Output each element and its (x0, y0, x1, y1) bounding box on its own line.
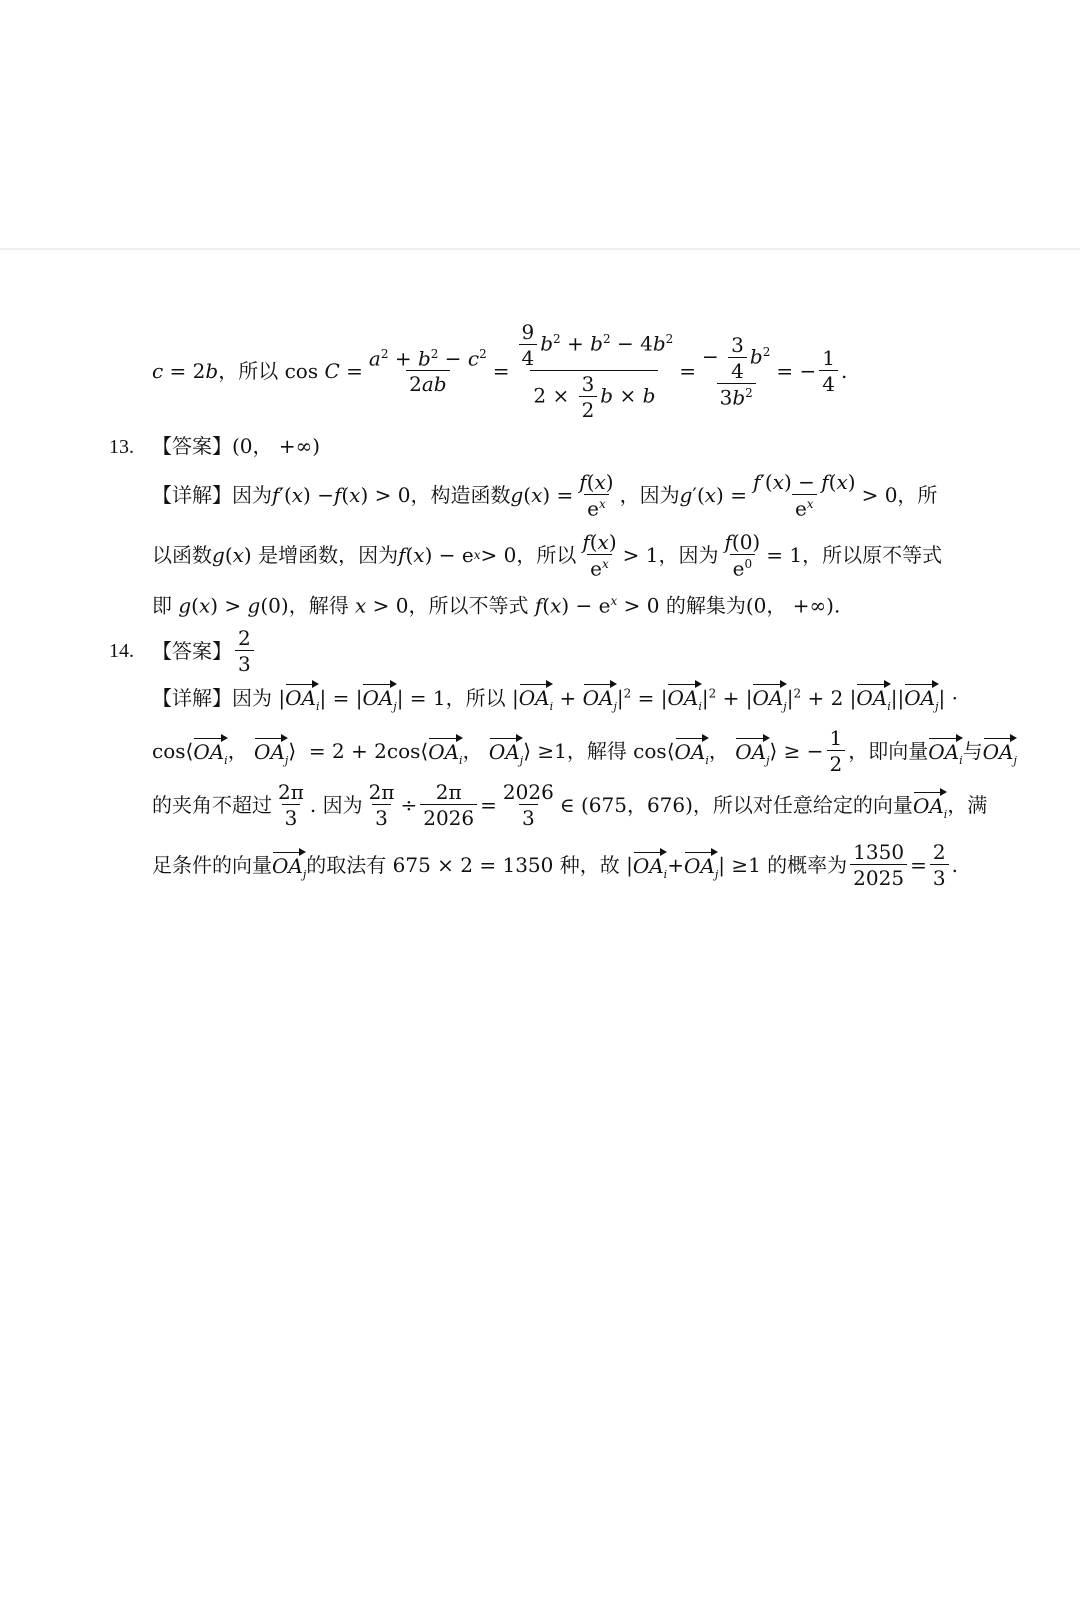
fraction-3: − $\frac{3}{4}$ $b^2$ $3b^2$ (702, 332, 771, 410)
question-14-number: 14. (109, 640, 134, 662)
fraction-1: $\frac{a^2 + b^2 - c^2}{2ab}$ (368, 346, 487, 397)
question-14-answer: 【答案】 $\frac{2}{3}$ (152, 628, 257, 674)
question-14-detail-line-4: 足条件的向量 $OA_j$ 的取法有 675 × 2 = 1350 种，故 | $OA_i$ + $OA_j$ | ≥1 的概率为 $\frac{1350}{2025}$ = $\frac{2}{3}$ . (152, 840, 958, 890)
question-13-detail-line-1: 【详解】因为 f ′( x ) − f ( x ) > 0，构造函数 g ( x ) = $\frac{f(x)}{e^x}$ ，因为 g ′( x ) = $\frac{f'(x) - f(x)}{e^x}$ > 0，所 (152, 470, 938, 521)
cosine-derivation-line: c = 2 b ，所以 cos C = $\frac{a^2 + b^2 - c^2}{2ab}$ = $\frac{9}{4}$ $b^2 + b^2 - 4b^2$ 2 × $\frac{3}{2}$ b × b = − $\frac{3}{4}$ $b^2$ $3b^2$ = − $\frac{1}{4}$ . (152, 320, 848, 422)
page-separator (0, 248, 1080, 250)
question-13-detail-line-2: 以函数 g ( x ) 是增函数，因为 f ( x ) − e x > 0，所以 $\frac{f(x)}{e^x}$ > 1，因为 $\frac{f(0)}{e^0}$ = 1，所以原不等式 (152, 530, 943, 581)
question-13-detail-line-3: 即 g(x) > g(0)，解得 x > 0，所以不等式 $f(x) - e^x > 0$ 的解集为(0， +∞). (152, 593, 841, 618)
question-14-detail-line-1: 【详解】因为 $|OA_i| = |OA_j| = 1$，所以 $|OA_i + OA_j|^2 = |OA_i|^2 + |OA_j|^2 + 2$ $|OA_i||OA_j|$ · (152, 682, 958, 712)
question-13-number: 13. (109, 436, 134, 458)
question-13-answer: 【答案】(0， +∞) (152, 434, 321, 458)
fraction-2: $\frac{9}{4}$ $b^2 + b^2 - 4b^2$ 2 × $\frac{3}{2}$ b × b (513, 322, 677, 420)
question-14-detail-line-3: 的夹角不超过 $\frac{2\pi}{3}$ . 因为 $\frac{2\pi}{3}$ ÷ $\frac{2\pi}{2026}$ = $\frac{2026}{3}$ ∈ (675，676)，所以对任意给定的向量 $OA_i$ ，满 (152, 780, 988, 830)
question-14-detail-line-2: cos⟨ $OA_i$ ， $OA_j$ ⟩ = 2 + 2cos⟨ $OA_i$ ， $OA_j$ ⟩ ≥1，解得 cos⟨ $OA_i$ ， $OA_j$ ⟩ ≥ − $\frac{1}{2}$ ，即向量 $OA_i$ 与 $OA_j$ (152, 726, 1017, 776)
